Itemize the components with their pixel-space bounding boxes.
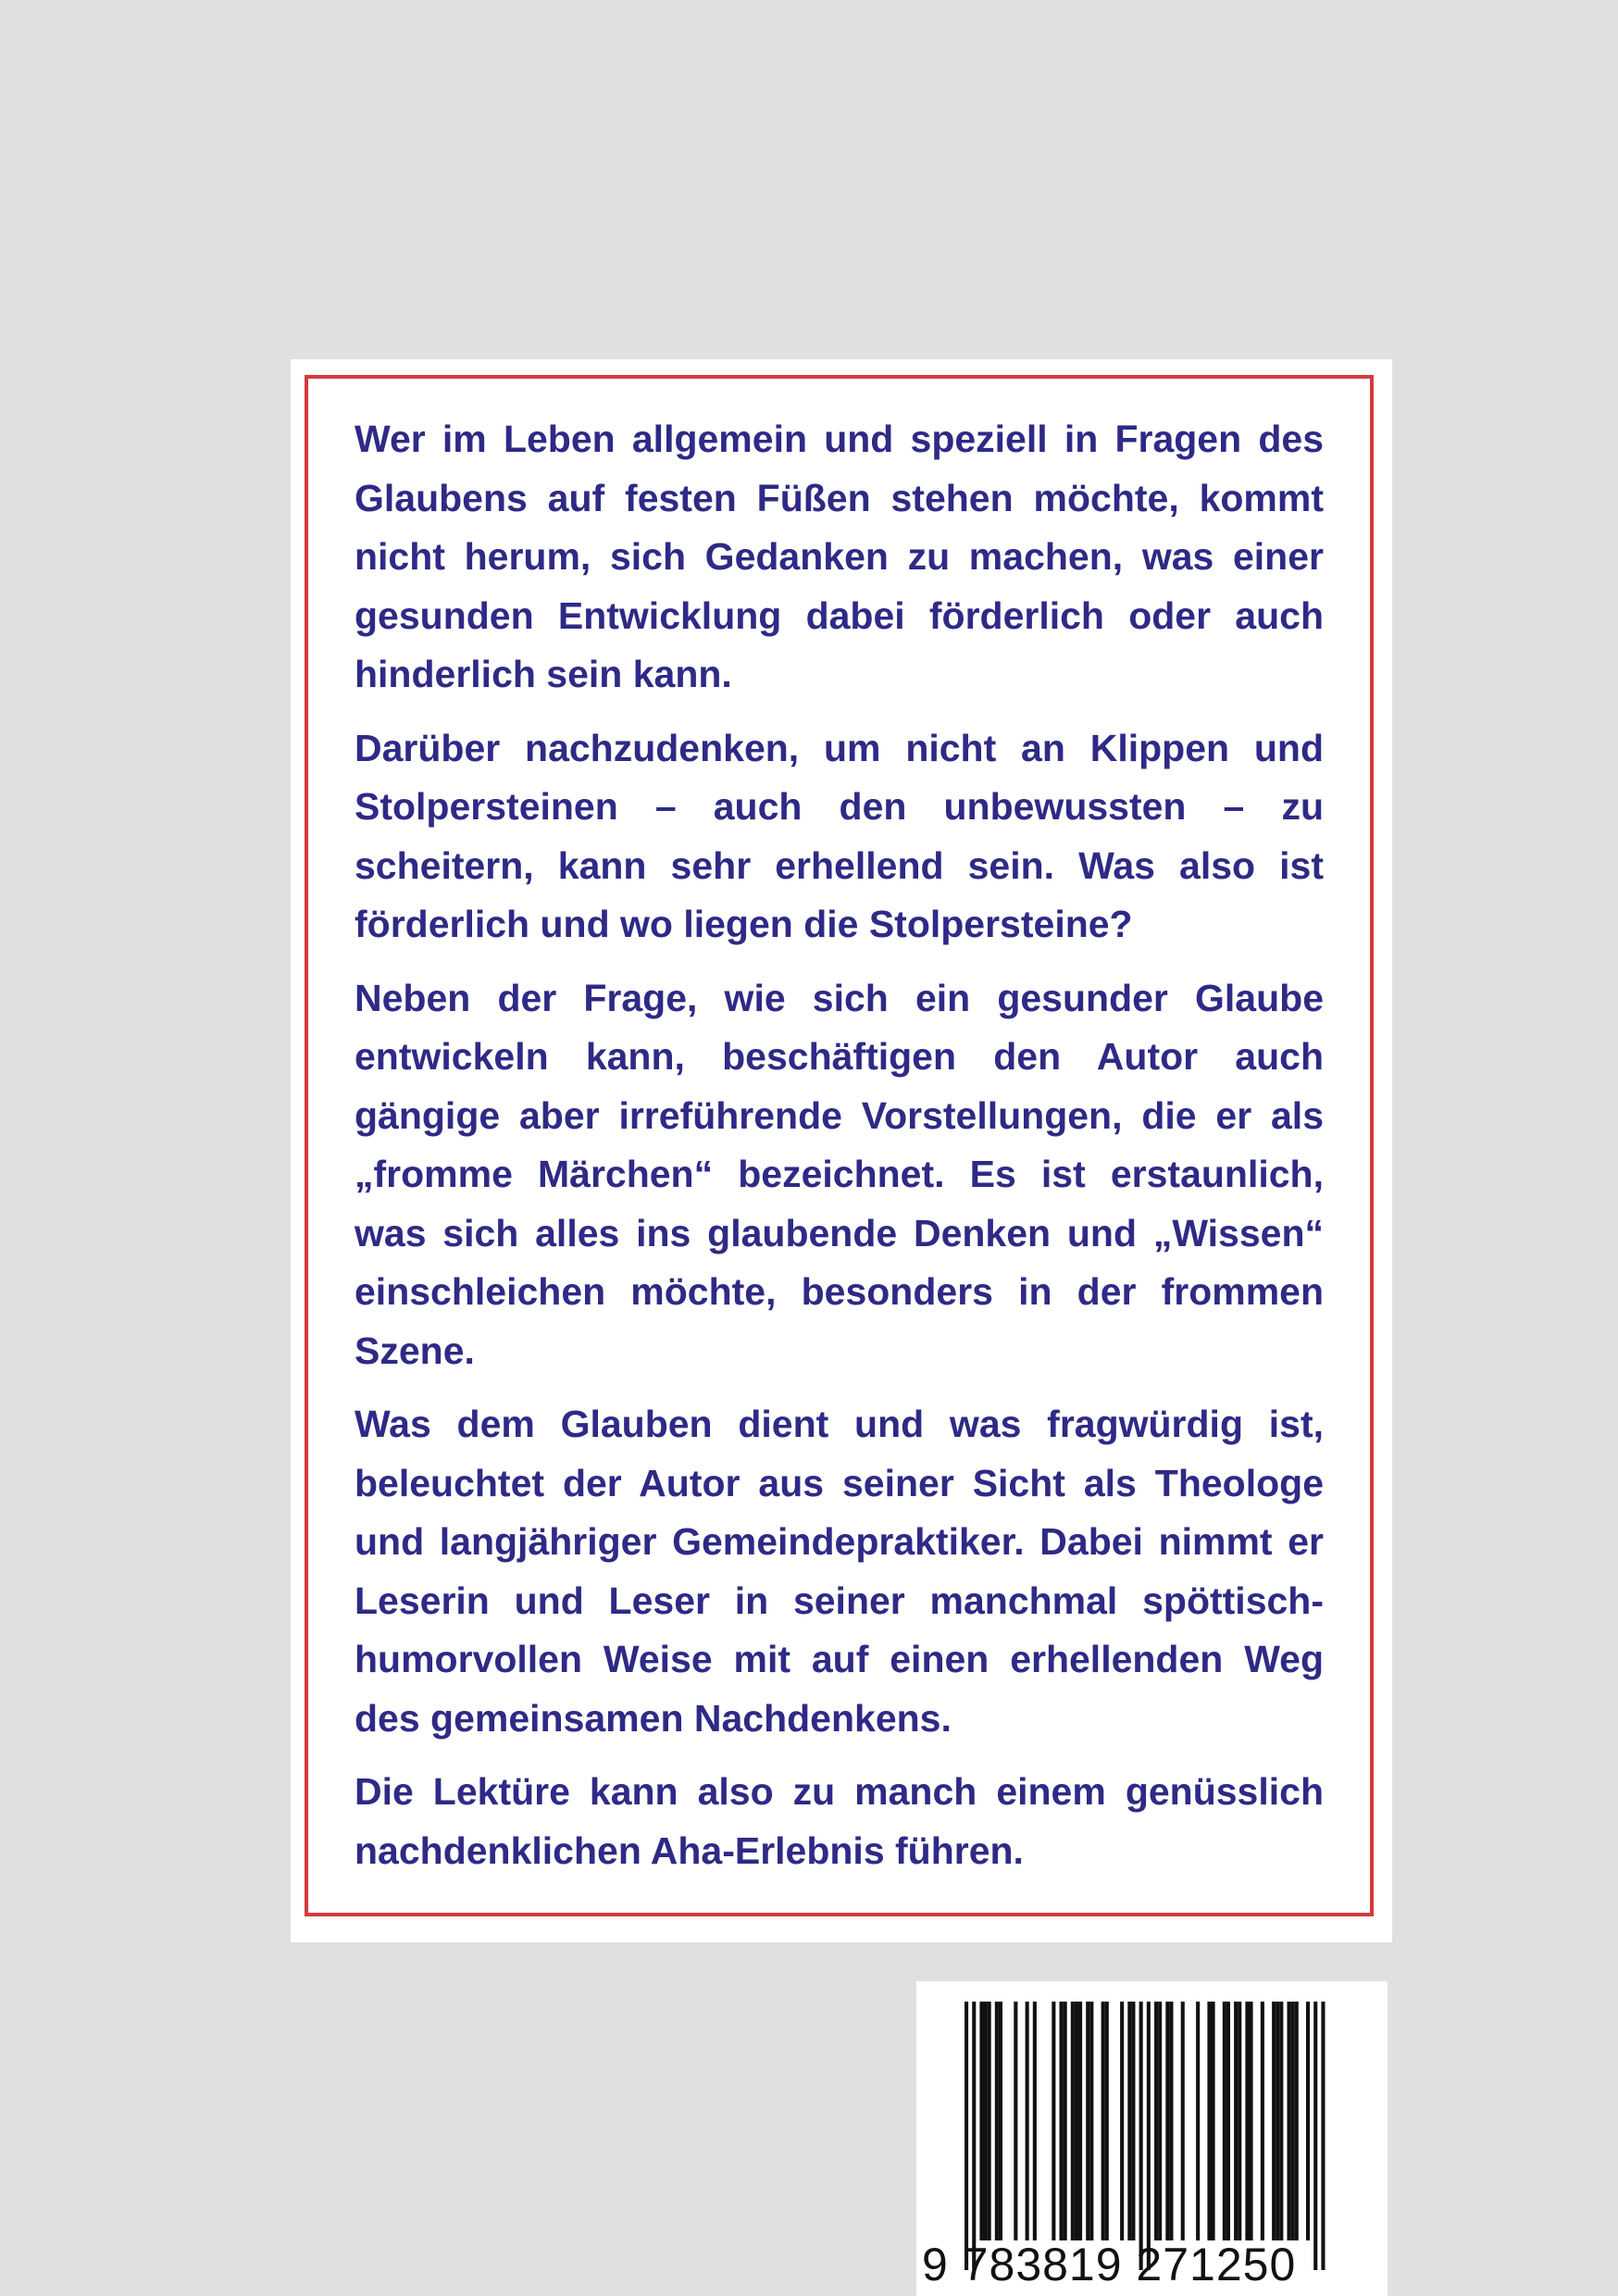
blurb-paragraph-5: Die Lektüre kann also zu manch einem genüsslich nachdenklichen Aha-Erlebnis führen.	[355, 1770, 1324, 1872]
barcode-bar	[1086, 2002, 1089, 2240]
isbn-barcode	[916, 1981, 1388, 2296]
barcode-bar	[1147, 2002, 1151, 2270]
blurb-panel	[291, 359, 1392, 1942]
barcode-bar	[1105, 2002, 1109, 2240]
barcode-bar	[1306, 2002, 1310, 2240]
barcode-bar	[1071, 2002, 1075, 2240]
blurb-paragraph-3: Neben der Frage, wie sich ein gesunder Glaube entwickeln kann, beschäftigen den Autor auch gängige aber irreführende Vorstellungen, die er als „fromme Märchen“ bezeichnet. Es ist erstaunlich, was sich alles ins glaubende Denken und „Wissen“ einschleichen möchte, besonders in der frommen Szene.	[355, 976, 1324, 1372]
barcode-bar	[1238, 2002, 1241, 2240]
barcode-bar	[1181, 2002, 1185, 2240]
barcode-bar	[1261, 2002, 1264, 2240]
barcode-bar	[1131, 2002, 1135, 2240]
barcode-bar	[1279, 2002, 1283, 2240]
barcode-bar	[1223, 2002, 1226, 2240]
barcode-bar	[1291, 2002, 1295, 2240]
barcode-bar	[965, 2002, 968, 2270]
barcode-bar	[999, 2002, 1002, 2240]
barcode-bar	[1272, 2002, 1276, 2240]
barcode-bar	[1033, 2002, 1037, 2240]
barcode-bar	[1288, 2002, 1291, 2240]
blurb-paragraph-2: Darüber nachzudenken, um nicht an Klippen und Stolpersteinen – auch den unbewussten – zu scheitern, kann sehr erhellend sein. Was also ist förderlich und wo liegen die Stolpersteine?	[355, 726, 1324, 945]
barcode-bar	[1245, 2002, 1249, 2240]
barcode-bar	[1089, 2002, 1093, 2240]
barcode-bar	[1295, 2002, 1299, 2240]
barcode-bar	[1127, 2002, 1131, 2240]
barcode-bar	[1154, 2002, 1158, 2240]
barcode-bar	[1120, 2002, 1124, 2240]
barcode-digits: 9 783819 271250	[922, 2239, 1297, 2290]
barcode-bar	[984, 2002, 988, 2240]
blurb-paragraph-1: Wer im Leben allgemein und speziell in Fragen des Glaubens auf festen Füßen stehen möchte, kommt nicht herum, sich Gedanken zu machen, was einer gesunden Entwicklung dabei förderlich oder auch hinderlich sein kann.	[355, 418, 1324, 695]
barcode-bar	[1052, 2002, 1055, 2240]
barcode-bar	[1139, 2002, 1143, 2270]
barcode-bar	[1060, 2002, 1064, 2240]
blurb-paragraph-4: Was dem Glauben dient und was fragwürdig ist, beleuchtet der Autor aus seiner Sicht als Theologe und langjähriger Gemeindepraktiker. Dabei nimmt er Leserin und Leser in seiner manchmal spöttisch-humorvollen Weise mit auf einen erhellenden Weg des gemeinsamen Nachdenkens.	[355, 1403, 1324, 1740]
barcode-bar	[1212, 2002, 1215, 2240]
barcode-bar	[1165, 2002, 1169, 2240]
barcode-bar	[1276, 2002, 1279, 2240]
barcode-bar	[995, 2002, 999, 2240]
barcode-bar	[1014, 2002, 1017, 2240]
barcode-bar	[972, 2002, 976, 2270]
barcode-bar	[1064, 2002, 1067, 2240]
barcode-bar	[1226, 2002, 1230, 2240]
barcode-bar	[979, 2002, 983, 2240]
barcode-bar	[988, 2002, 991, 2240]
barcode-bar	[1207, 2002, 1211, 2240]
barcode-bar	[1196, 2002, 1200, 2240]
barcode-bar	[1101, 2002, 1105, 2240]
barcode-bar	[1313, 2002, 1317, 2270]
blurb-frame	[305, 375, 1374, 1916]
barcode-bar	[1158, 2002, 1162, 2240]
barcode-bar	[1169, 2002, 1173, 2240]
barcode-bar	[1075, 2002, 1078, 2240]
barcode-bar	[1321, 2002, 1325, 2270]
barcode-bar	[1250, 2002, 1253, 2240]
barcode-bar	[1026, 2002, 1029, 2240]
barcode-bar	[1078, 2002, 1082, 2240]
barcode-bar	[1234, 2002, 1238, 2240]
